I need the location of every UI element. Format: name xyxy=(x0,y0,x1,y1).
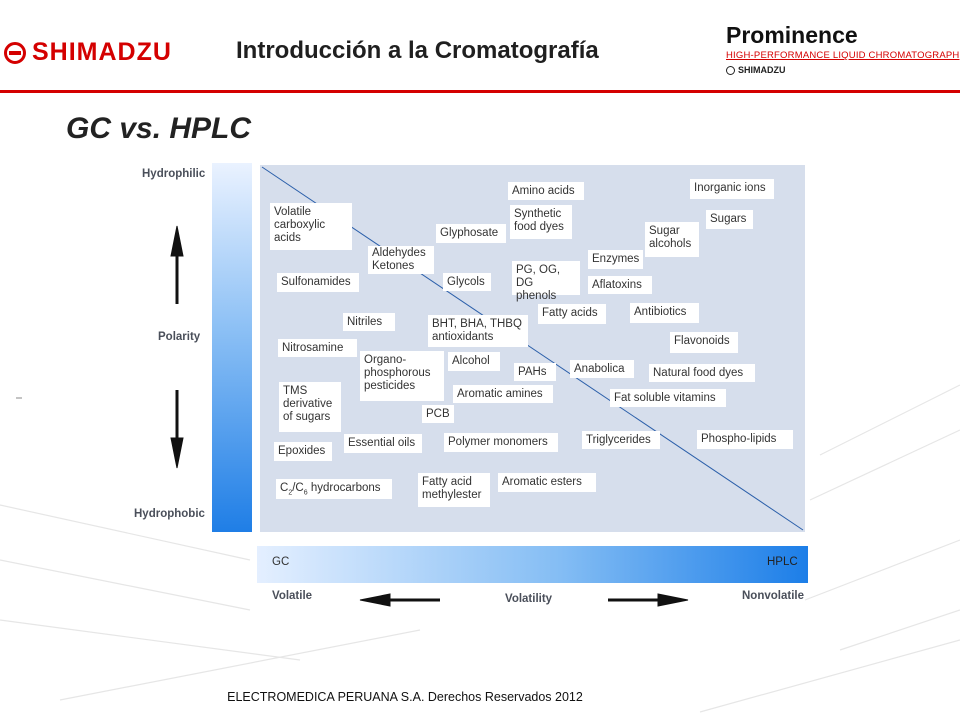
axis-hydrophilic: Hydrophilic xyxy=(142,168,206,180)
label-fat-soluble-vitamins: Fat soluble vitamins xyxy=(610,389,726,407)
label-sugars: Sugars xyxy=(706,210,753,229)
label-glycols: Glycols xyxy=(443,273,491,291)
label-pahs: PAHs xyxy=(514,363,556,381)
hc-slash: /C xyxy=(292,482,304,494)
label-synthetic-food-dyes: Synthetic food dyes xyxy=(510,205,572,239)
header-title: Introducción a la Cromatografía xyxy=(236,37,599,64)
label-organophosphorous-pesticides: Organo- phosphorous pesticides xyxy=(360,351,444,401)
axis-polarity: Polarity xyxy=(158,331,201,343)
logo-text: SHIMADZU xyxy=(32,38,172,66)
axis-nonvolatile: Nonvolatile xyxy=(742,590,804,602)
label-phospho-lipids: Phospho-lipids xyxy=(697,430,793,449)
label-essential-oils: Essential oils xyxy=(344,434,422,453)
label-triglycerides: Triglycerides xyxy=(582,431,660,449)
shimadzu-mark-icon xyxy=(4,42,26,64)
label-aldehydes-ketones: Aldehydes Ketones xyxy=(368,246,434,274)
up-arrow-icon xyxy=(171,226,183,256)
label-aflatoxins: Aflatoxins xyxy=(588,276,652,294)
label-pg-og-dg-phenols: PG, OG, DG phenols xyxy=(512,261,580,295)
hc-c-left: C xyxy=(280,482,289,494)
footer xyxy=(0,690,960,704)
left-arrow-icon xyxy=(360,594,390,606)
label-glyphosate: Glyphosate xyxy=(436,224,506,243)
label-polymer-monomers: Polymer monomers xyxy=(444,433,558,452)
down-arrow-icon xyxy=(171,438,183,468)
mini-shimadzu-mark-icon xyxy=(726,66,735,75)
slide-title: GC vs. HPLC xyxy=(66,112,252,145)
label-fatty-acids: Fatty acids xyxy=(538,304,606,324)
label-fatty-acid-methylester: Fatty acid methylester xyxy=(418,473,490,507)
hc-sub-left: 2 xyxy=(288,489,293,497)
label-epoxides: Epoxides xyxy=(274,442,332,461)
axis-volatile: Volatile xyxy=(272,590,313,602)
axis-volatility: Volatility xyxy=(505,593,553,605)
label-natural-food-dyes: Natural food dyes xyxy=(649,364,755,382)
label-enzymes: Enzymes xyxy=(588,250,643,269)
label-sugar-alcohols: Sugar alcohols xyxy=(645,222,699,257)
label-alcohol: Alcohol xyxy=(448,352,500,371)
label-nitriles: Nitriles xyxy=(343,313,395,331)
label-c2-c6-hydrocarbons xyxy=(276,479,392,499)
footer-text: ELECTROMEDICA PERUANA S.A. Derechos Reservados 2012 xyxy=(227,690,583,704)
hc-text: hydrocarbons xyxy=(310,482,381,494)
label-flavonoids: Flavonoids xyxy=(670,332,738,353)
brand-subtitle: HIGH-PERFORMANCE LIQUID CHROMATOGRAPH xyxy=(726,50,960,61)
label-tms-derivative-of-sugars: TMS derivative of sugars xyxy=(279,382,341,432)
label-amino-acids: Amino acids xyxy=(508,182,584,200)
label-sulfonamides: Sulfonamides xyxy=(277,273,359,292)
volatility-arrows xyxy=(358,590,698,610)
hc-sub-right: 6 xyxy=(303,489,308,497)
polarity-arrows xyxy=(166,222,188,472)
axis-hydrophobic: Hydrophobic xyxy=(134,508,205,520)
label-bht-bha-thbq-antioxidants: BHT, BHA, THBQ antioxidants xyxy=(428,315,528,347)
hplc-label: HPLC xyxy=(767,556,798,568)
volatility-gradient-bar xyxy=(257,546,808,583)
brand-logo-text: SHIMADZU xyxy=(738,65,786,75)
right-arrow-icon xyxy=(658,594,688,606)
label-pcb: PCB xyxy=(422,405,454,423)
shimadzu-logo xyxy=(4,38,172,67)
label-aromatic-esters: Aromatic esters xyxy=(498,473,596,492)
label-aromatic-amines: Aromatic amines xyxy=(453,385,553,403)
label-antibiotics: Antibiotics xyxy=(630,303,699,323)
label-inorganic-ions: Inorganic ions xyxy=(690,179,774,199)
gc-label: GC xyxy=(272,556,290,568)
brand-name: Prominence xyxy=(726,22,858,48)
polarity-gradient-bar xyxy=(212,163,252,532)
brand-mini-logo xyxy=(726,65,786,75)
label-nitrosamine: Nitrosamine xyxy=(278,339,357,357)
header-divider xyxy=(0,90,960,93)
label-anabolica: Anabolica xyxy=(570,360,634,378)
label-volatile-carboxylic-acids: Volatile carboxylic acids xyxy=(270,203,352,250)
